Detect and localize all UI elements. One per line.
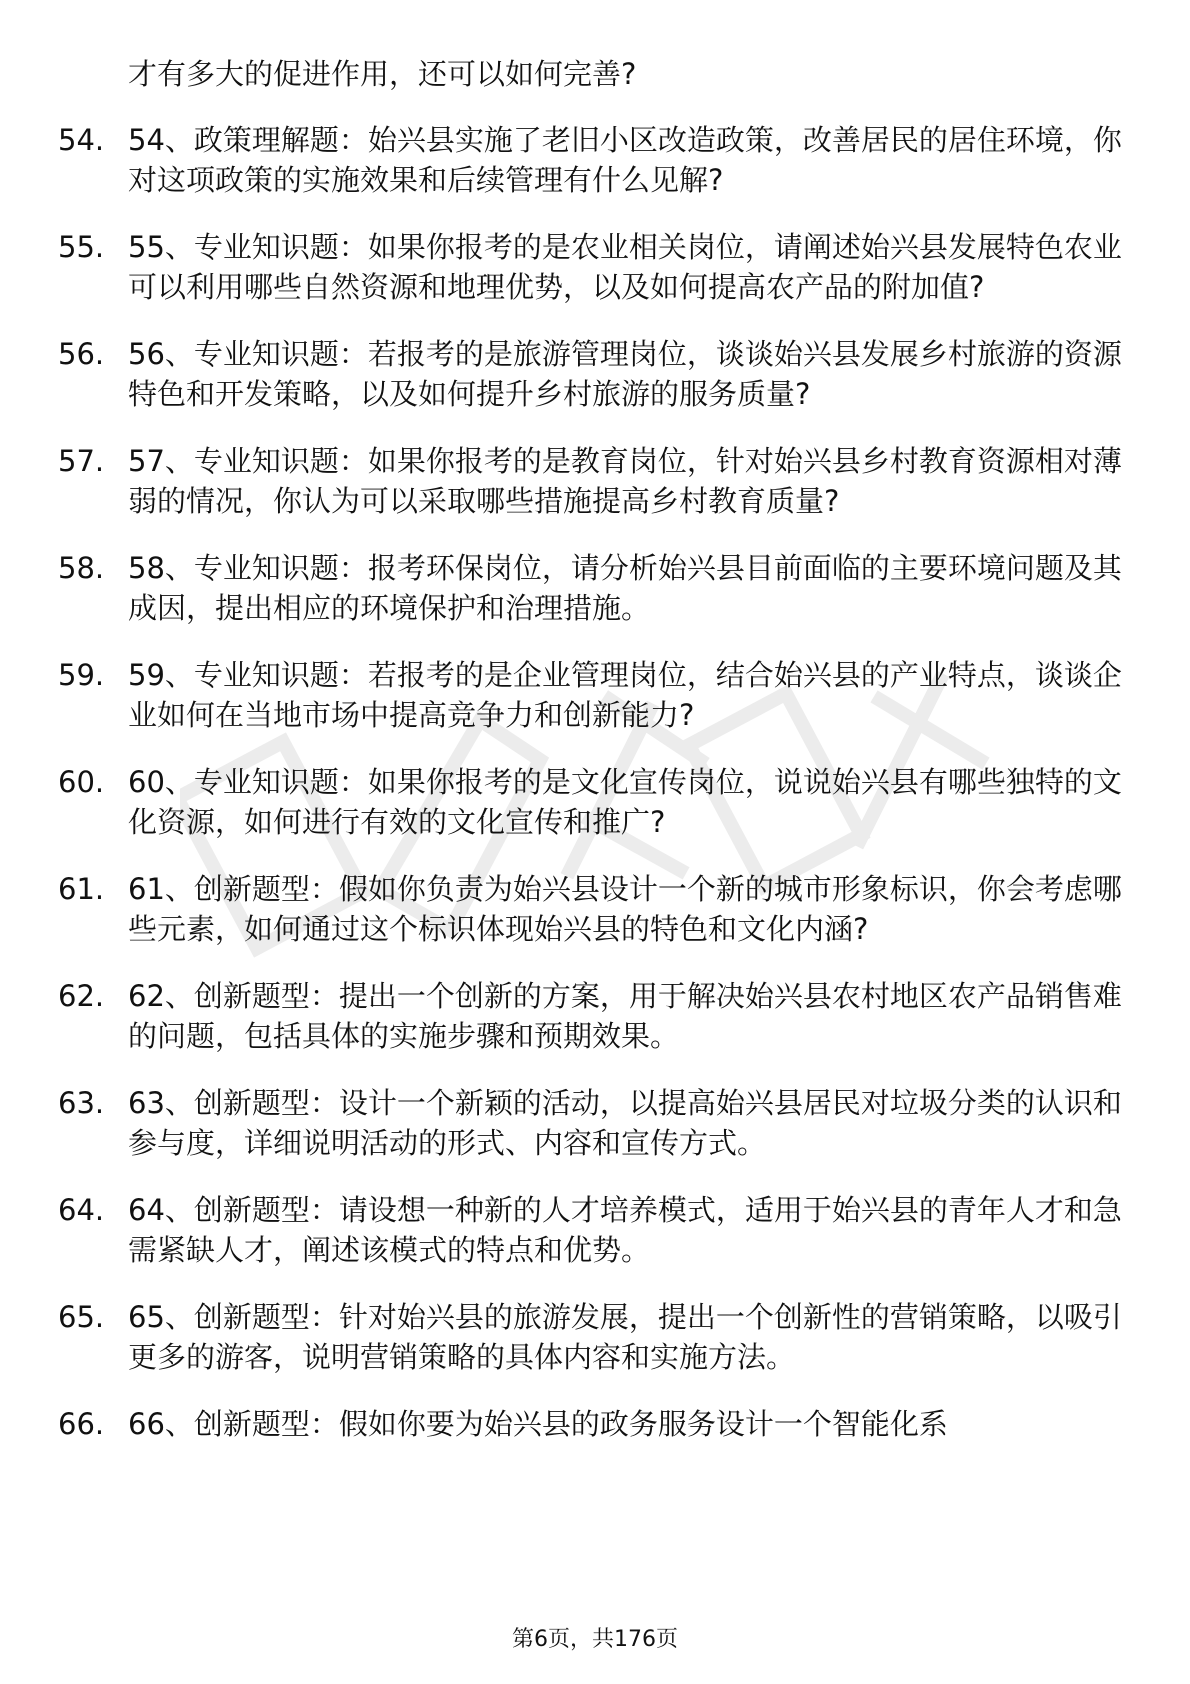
question-number: 66. bbox=[58, 1407, 105, 1441]
question-number: 56. bbox=[58, 337, 105, 371]
question-text: 65、创新题型：针对始兴县的旅游发展，提出一个创新性的营销策略，以吸引更多的游客，说明营销策略的具体内容和实施方法。 bbox=[128, 1300, 1122, 1374]
question-text: 66、创新题型：假如你要为始兴县的政务服务设计一个智能化系 bbox=[128, 1407, 948, 1441]
list-item bbox=[58, 869, 1128, 949]
question-text: 61、创新题型：假如你负责为始兴县设计一个新的城市形象标识，你会考虑哪些元素，如何通过这个标识体现始兴县的特色和文化内涵? bbox=[128, 872, 1122, 946]
list-item bbox=[58, 227, 1128, 307]
continued-question-text: 才有多大的促进作用，还可以如何完善? bbox=[128, 57, 637, 91]
question-number: 57. bbox=[58, 444, 105, 478]
question-text: 64、创新题型：请设想一种新的人才培养模式，适用于始兴县的青年人才和急需紧缺人才，阐述该模式的特点和优势。 bbox=[128, 1193, 1122, 1267]
question-text: 54、政策理解题：始兴县实施了老旧小区改造政策，改善居民的居住环境，你对这项政策的实施效果和后续管理有什么见解? bbox=[128, 123, 1122, 197]
list-item bbox=[58, 1083, 1128, 1163]
question-number: 60. bbox=[58, 765, 105, 799]
question-number: 65. bbox=[58, 1300, 105, 1334]
list-item bbox=[58, 655, 1128, 735]
question-number: 63. bbox=[58, 1086, 105, 1120]
question-text: 60、专业知识题：如果你报考的是文化宣传岗位，说说始兴县有哪些独特的文化资源，如何进行有效的文化宣传和推广? bbox=[128, 765, 1122, 839]
list-item bbox=[58, 548, 1128, 628]
list-item bbox=[58, 1190, 1128, 1270]
list-item bbox=[58, 1404, 1128, 1444]
question-text: 55、专业知识题：如果你报考的是农业相关岗位，请阐述始兴县发展特色农业可以利用哪些自然资源和地理优势，以及如何提高农产品的附加值? bbox=[128, 230, 1122, 304]
list-item bbox=[58, 441, 1128, 521]
question-text: 57、专业知识题：如果你报考的是教育岗位，针对始兴县乡村教育资源相对薄弱的情况，你认为可以采取哪些措施提高乡村教育质量? bbox=[128, 444, 1122, 518]
question-number: 59. bbox=[58, 658, 105, 692]
list-item bbox=[58, 762, 1128, 842]
list-item bbox=[58, 1297, 1128, 1377]
question-text: 56、专业知识题：若报考的是旅游管理岗位，谈谈始兴县发展乡村旅游的资源特色和开发策略，以及如何提升乡村旅游的服务质量? bbox=[128, 337, 1122, 411]
question-text: 63、创新题型：设计一个新颖的活动，以提高始兴县居民对垃圾分类的认识和参与度，详细说明活动的形式、内容和宣传方式。 bbox=[128, 1086, 1122, 1160]
question-number: 55. bbox=[58, 230, 105, 264]
question-number: 54. bbox=[58, 123, 105, 157]
question-text: 58、专业知识题：报考环保岗位，请分析始兴县目前面临的主要环境问题及其成因，提出相应的环境保护和治理措施。 bbox=[128, 551, 1122, 625]
list-item bbox=[58, 334, 1128, 414]
question-number: 64. bbox=[58, 1193, 105, 1227]
question-number: 58. bbox=[58, 551, 105, 585]
list-item bbox=[58, 976, 1128, 1056]
question-text: 62、创新题型：提出一个创新的方案，用于解决始兴县农村地区农产品销售难的问题，包括具体的实施步骤和预期效果。 bbox=[128, 979, 1122, 1053]
question-number: 62. bbox=[58, 979, 105, 1013]
question-number: 61. bbox=[58, 872, 105, 906]
question-list bbox=[58, 54, 1128, 1471]
question-text: 59、专业知识题：若报考的是企业管理岗位，结合始兴县的产业特点，谈谈企业如何在当地市场中提高竞争力和创新能力? bbox=[128, 658, 1122, 732]
list-item bbox=[58, 120, 1128, 200]
page-footer: 第6页，共176页 bbox=[512, 1627, 678, 1652]
